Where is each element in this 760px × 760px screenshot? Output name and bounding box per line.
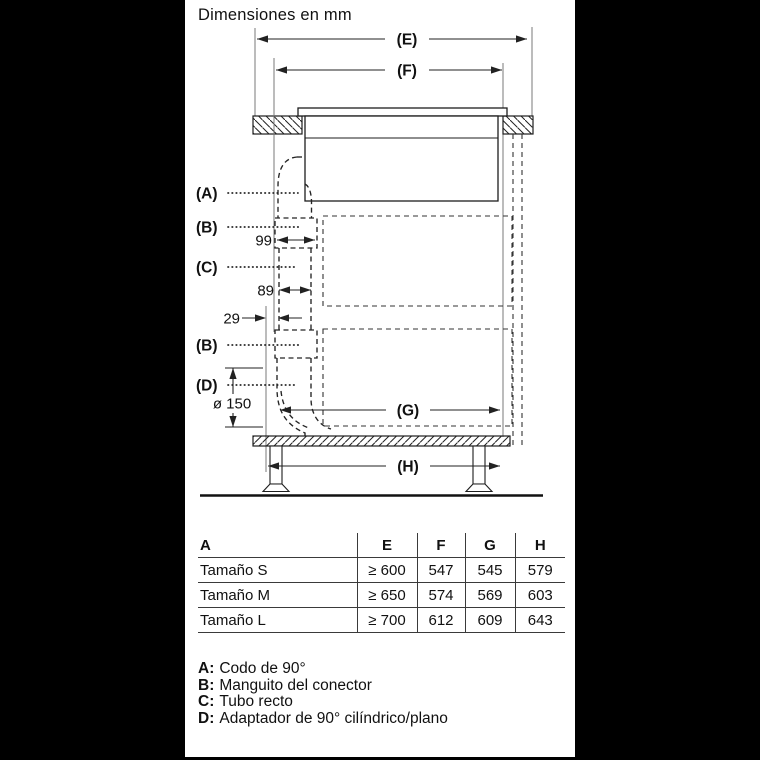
leg-right	[473, 446, 485, 484]
part-label-a: (A)	[196, 185, 218, 203]
part-label-c: (C)	[196, 259, 218, 277]
table-cell: 545	[465, 558, 515, 583]
table-row	[198, 608, 565, 633]
legs	[263, 446, 492, 492]
duct-elbow-outer	[278, 157, 297, 218]
legend-item	[198, 661, 448, 678]
table-cell: Tamaño L	[198, 608, 357, 633]
table-cell: 609	[465, 608, 515, 633]
part-label-b1: (B)	[196, 219, 218, 237]
measure-sleeve: 99	[255, 232, 272, 250]
table-cell: 569	[465, 583, 515, 608]
legend-key: C:	[198, 693, 215, 710]
hob-body	[305, 116, 498, 201]
leg-left-foot	[263, 484, 289, 492]
table-row	[198, 558, 565, 583]
measure-diameter: ø 150	[212, 395, 252, 413]
measure-tube: 89	[257, 282, 274, 300]
table-header-row	[198, 533, 565, 558]
dimension-h	[268, 456, 500, 476]
duct-sleeve-upper	[275, 218, 317, 248]
duct-adapter-outer	[277, 358, 305, 436]
page-title: Dimensiones en mm	[198, 6, 352, 24]
drawer-upper	[323, 216, 512, 306]
dimension-29	[223, 311, 302, 328]
dimension-89	[257, 283, 311, 300]
col-header-e: E	[357, 533, 417, 558]
legend-text: Codo de 90°	[219, 660, 306, 677]
legend-key: B:	[198, 676, 215, 694]
table-cell: ≥ 600	[357, 558, 417, 583]
legend-text: Adaptador de 90° cilíndrico/plano	[219, 709, 448, 727]
table-cell: 643	[515, 608, 565, 633]
table-cell: 547	[417, 558, 465, 583]
table-cell: 574	[417, 583, 465, 608]
duct-adapter-inner	[311, 358, 331, 429]
dimension-99	[255, 233, 315, 250]
col-header-h: H	[515, 533, 565, 558]
col-header-g: G	[465, 533, 515, 558]
table-cell: Tamaño S	[198, 558, 357, 583]
table-cell: ≥ 650	[357, 583, 417, 608]
table-cell: Tamaño M	[198, 583, 357, 608]
legend-item	[198, 694, 448, 711]
cabinet-wall	[513, 134, 522, 446]
table-row	[198, 583, 565, 608]
table-cell: 603	[515, 583, 565, 608]
legend-text: Manguito del conector	[219, 676, 372, 694]
leg-right-foot	[466, 484, 492, 492]
dim-label-h: (H)	[397, 458, 419, 476]
legend-item	[198, 678, 448, 695]
countertop-right	[503, 116, 533, 134]
base-plate	[253, 436, 510, 446]
col-header-f: F	[417, 533, 465, 558]
parts-legend	[198, 661, 448, 727]
dim-label-f: (F)	[397, 62, 417, 80]
part-labels	[196, 186, 218, 395]
legend-text: Tubo recto	[219, 693, 293, 710]
dimensions-table	[198, 533, 565, 633]
col-header-a: A	[198, 533, 357, 558]
legend-item	[198, 711, 448, 728]
part-label-b2: (B)	[196, 337, 218, 355]
document-page	[185, 0, 575, 757]
part-label-d: (D)	[196, 377, 218, 395]
dim-label-e: (E)	[396, 31, 418, 49]
table-cell: 612	[417, 608, 465, 633]
duct-sleeve-lower	[275, 330, 317, 358]
dimensions-diagram	[185, 0, 575, 525]
hob-glass-top	[298, 108, 507, 116]
table-cell: 579	[515, 558, 565, 583]
legend-key: A:	[198, 660, 215, 677]
measure-offset: 29	[223, 310, 240, 328]
table-cell: ≥ 700	[357, 608, 417, 633]
dim-label-g: (G)	[396, 402, 420, 420]
countertop-left	[253, 116, 302, 134]
legend-key: D:	[198, 709, 215, 727]
dimension-g	[280, 400, 500, 420]
